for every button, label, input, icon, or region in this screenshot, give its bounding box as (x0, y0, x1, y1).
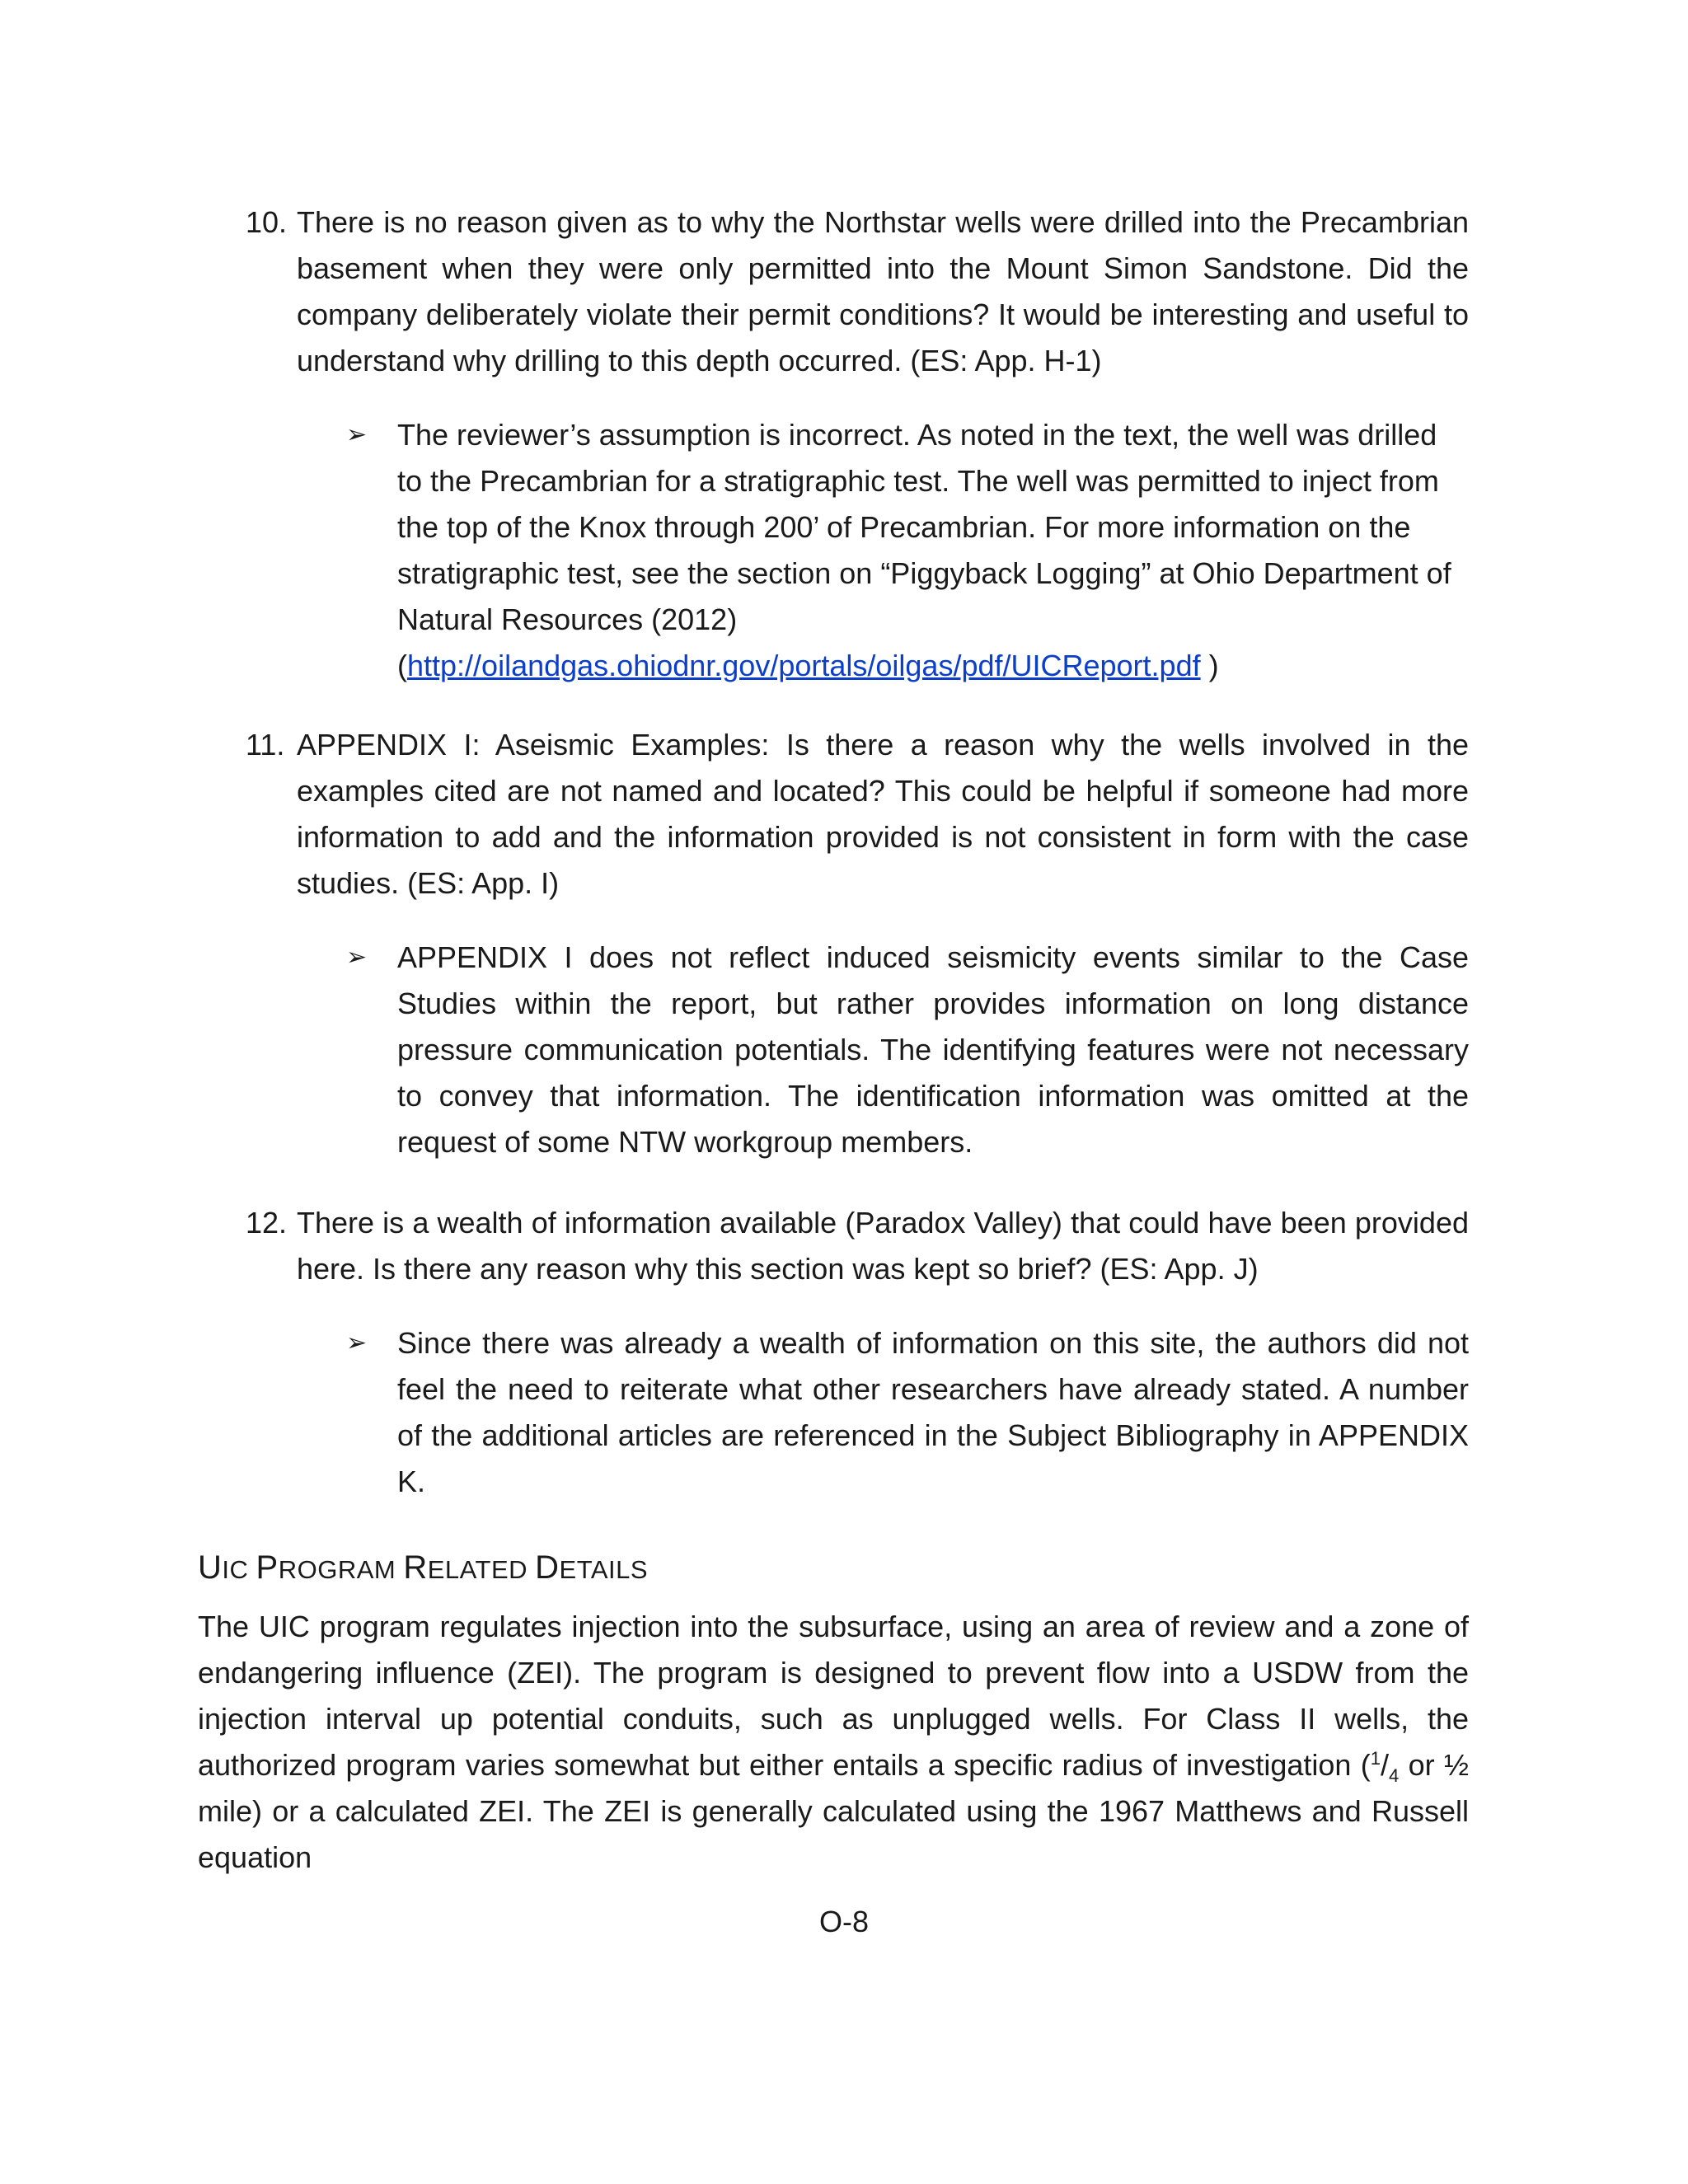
page-number: O-8 (818, 1905, 869, 1938)
section-heading (198, 1544, 648, 1593)
question-number: 11. (246, 728, 285, 762)
arrow-bullet-icon: ➢ (346, 421, 368, 448)
heading-part: P (256, 1549, 279, 1586)
arrow-bullet-icon: ➢ (346, 944, 368, 971)
answer-body: The reviewer’s assumption is incorrect. As noted in the text, the well was drilled to the Precambrian for a stratigraphic test. The well was permitted to inject from the top of the Knox through 200’ of Precambrian. For more information on the stratigraphic test, see the section on “Piggyback Logging” at Ohio Department of Natural Resources (2012) (397, 418, 1451, 636)
question-10 (246, 199, 1469, 384)
question-text: There is a wealth of information available (Paradox Valley) that could have been provided here. Is there any reason why this section was kept so brief? (ES: App. J) (297, 1206, 1469, 1286)
section-paragraph: The UIC program regulates injection into the subsurface, using an area of review and a zone of endangering influence (ZEI). The program is designed to prevent flow into a USDW from the injection interval up potential conduits, such as unplugged wells. For Class II wells, the authorized program varies somewhat but either entails a specific radius of investigation ($^1/_4$ or ½ mile) or a calculated ZEI. The ZEI is generally calculated using the 1967 Matthews and Russell equation (198, 1610, 1469, 1874)
heading-part: IC (222, 1555, 256, 1584)
question-12 (246, 1200, 1469, 1292)
paragraph-text-2: or ½ mile) or a calculated ZEI. The ZEI is generally calculated using the 1967 Matthews and Russell equation (198, 1748, 1469, 1874)
heading-part: U (198, 1549, 223, 1586)
ohio-dnr-report-link[interactable]: http://oilandgas.ohiodnr.gov/portals/oilgas/pdf/UICReport.pdf (407, 649, 1201, 682)
answer-11 (346, 935, 1469, 1165)
heading-part: ETAILS (559, 1555, 649, 1584)
question-number: 10. (246, 205, 288, 239)
heading-part: ELATED (427, 1555, 536, 1584)
fraction-numerator: 1 (1370, 1748, 1381, 1769)
question-number: 12. (246, 1206, 288, 1240)
answer-10 (346, 412, 1469, 689)
heading-part: D (535, 1549, 560, 1586)
answer-text: APPENDIX I does not reflect induced seismicity events similar to the Case Studies within the report, but rather provides information on long distance pressure communication potentials. The identifying features were not necessary to convey that information. The identification information was omitted at the request of some NTW workgroup members. (397, 940, 1469, 1159)
question-text: There is no reason given as to why the Northstar wells were drilled into the Precambrian basement when they were only permitted into the Mount Simon Sandstone. Did the company deliberately violate their permit conditions? It would be interesting and useful to understand why drilling to this depth occurred. (ES: App. H-1) (297, 205, 1469, 377)
paragraph-text-1: The UIC program regulates injection into the subsurface, using an area of review and a zone of endangering influence (ZEI). The program is designed to prevent flow into a USDW from the injection interval up potential conduits, such as unplugged wells. For Class II wells, the authorized program varies somewhat but either entails a specific radius of investigation ( (198, 1610, 1469, 1782)
question-text: APPENDIX I: Aseismic Examples: Is there a reason why the wells involved in the examples cited are not named and located? This could be helpful if someone had more information to add and the information provided is not consistent in form with the case studies. (ES: App. I) (297, 728, 1469, 900)
link-close-paren: ) (1200, 649, 1219, 682)
fraction-denominator: 4 (1389, 1765, 1400, 1787)
arrow-bullet-icon: ➢ (346, 1329, 368, 1357)
heading-part: R (403, 1549, 428, 1586)
link-open-paren: ( (397, 649, 407, 682)
question-11 (246, 722, 1469, 907)
answer-text: Since there was already a wealth of information on this site, the authors did not feel the need to reiterate what other researchers have already stated. A number of the additional articles are referenced in the Subject Bibliography in APPENDIX K. (397, 1326, 1469, 1498)
answer-12 (346, 1320, 1469, 1505)
heading-part: ROGRAM (278, 1555, 404, 1584)
answer-text (397, 412, 1469, 689)
